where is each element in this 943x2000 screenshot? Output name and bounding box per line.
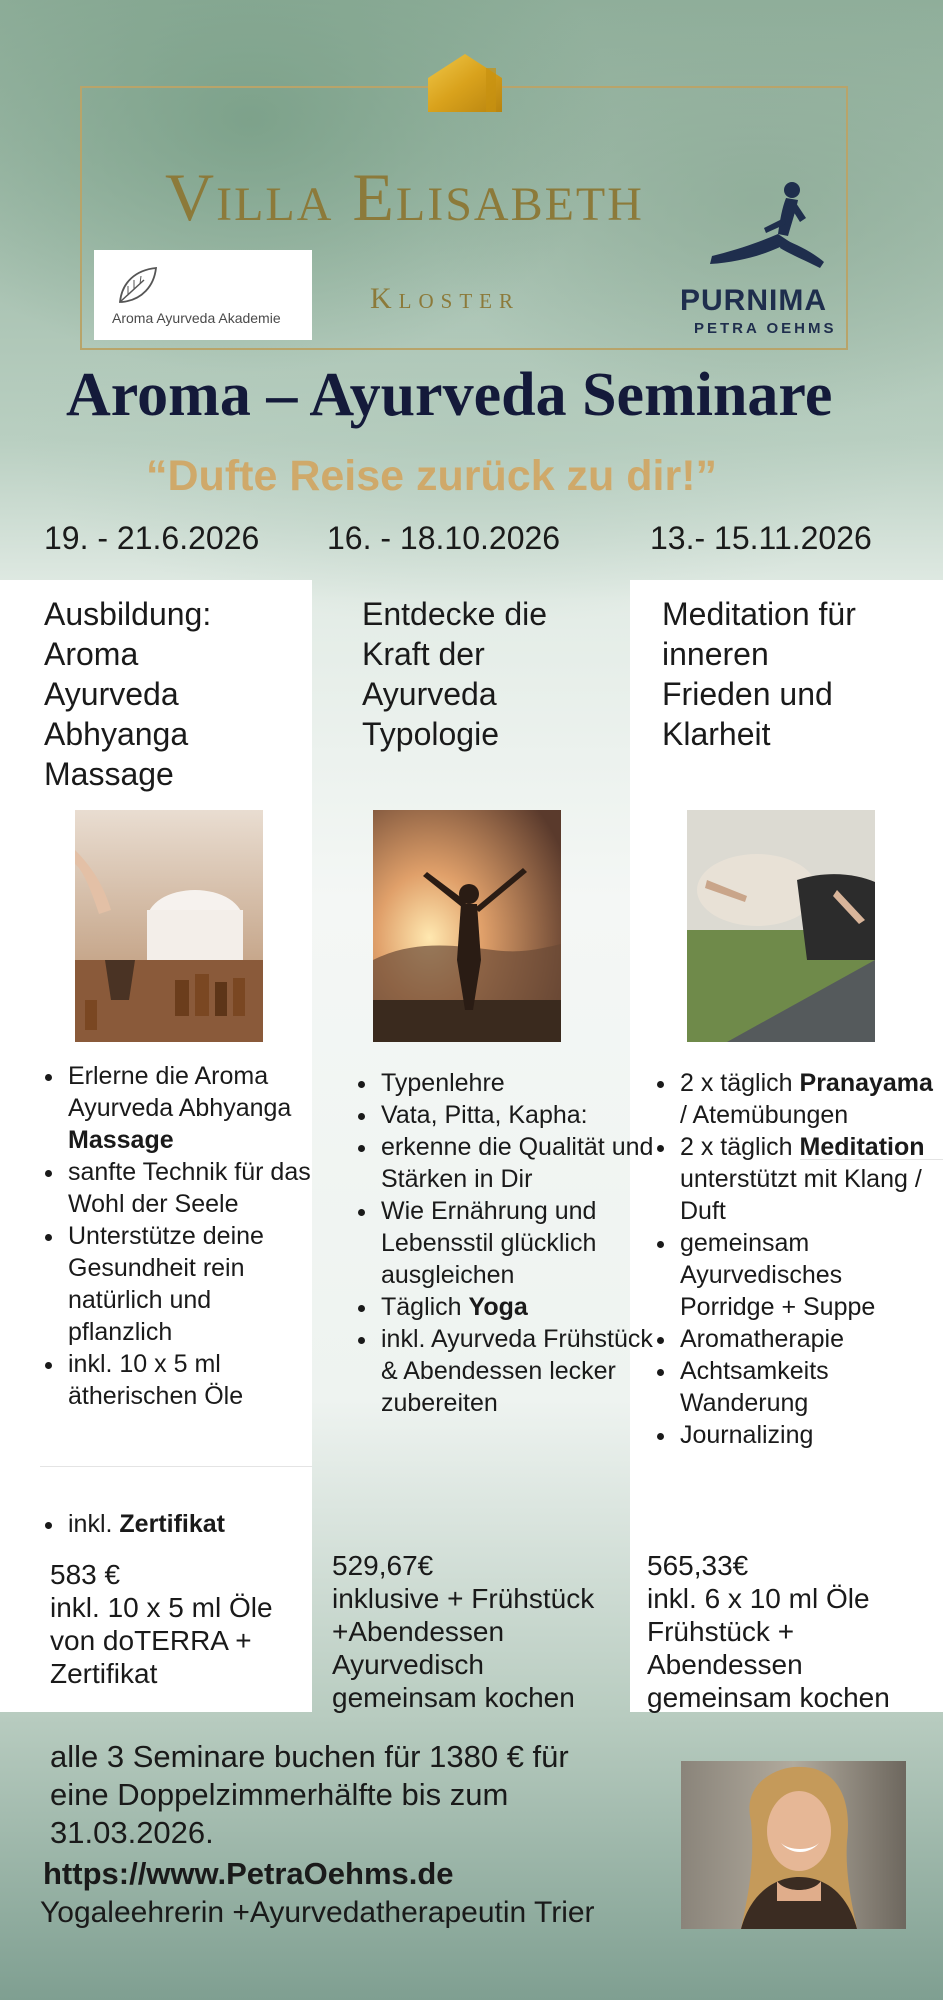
list-item: • inkl. 10 x 5 ml ätherischen Öle	[66, 1348, 321, 1412]
brand-subtitle: Kloster	[370, 282, 520, 315]
meditation-photo	[687, 810, 875, 1042]
brand-name: Villa Elisabeth	[165, 159, 644, 235]
seminar-2-features	[353, 1067, 654, 1419]
sunset-silhouette-photo	[373, 810, 561, 1042]
list-item: • sanfte Technik für das Wohl der Seele	[66, 1156, 321, 1220]
seminar-3-features	[652, 1067, 938, 1451]
page-title: Aroma – Ayurveda Seminare	[66, 361, 833, 429]
list-item: • Unterstütze deine Gesundheit rein natürlich und pflanzlich	[66, 1220, 321, 1348]
seminar-1-extra-feature	[40, 1508, 321, 1540]
list-item: • Typenlehre	[379, 1067, 654, 1099]
date-seminar-3: 13.- 15.11.2026	[650, 520, 872, 556]
bundle-offer: alle 3 Seminare buchen für 1380 € für eine Doppelzimmerhälfte bis zum 31.03.2026.	[50, 1739, 569, 1850]
leaf-icon	[114, 264, 160, 306]
list-item: • erkenne die Qualität und Stärken in Dir	[379, 1131, 654, 1195]
list-item: • Vata, Pitta, Kapha:	[379, 1099, 654, 1131]
purnima-subtitle: PETRA OEHMS	[694, 320, 837, 337]
profession-text: Yogaleehrerin +Ayurvedatherapeutin Trier	[40, 1896, 595, 1929]
column-1-divider	[40, 1466, 312, 1467]
date-seminar-1: 19. - 21.6.2026	[44, 520, 260, 556]
seminar-1-features	[40, 1060, 321, 1412]
list-item: • Erlerne die Aroma Ayurveda Abhyanga Massage	[66, 1060, 321, 1156]
list-item: • inkl. Ayurveda Frühstück & Abendessen lecker zubereiten	[379, 1323, 654, 1419]
seminar-3-price: 565,33€ inkl. 6 x 10 ml Öle Frühstück + Abendessen gemeinsam kochen	[647, 1550, 890, 1713]
house-logo-icon	[424, 52, 506, 114]
seminar-2-price: 529,67€ inklusive + Frühstück +Abendessen Ayurvedisch gemeinsam kochen	[332, 1550, 595, 1713]
date-seminar-2: 16. - 18.10.2026	[327, 520, 561, 556]
list-item: • inkl. Zertifikat	[66, 1508, 321, 1540]
list-item: • 2 x täglich Pranayama / Atemübungen	[678, 1067, 938, 1131]
aroma-oils-photo	[75, 810, 263, 1042]
list-item: • gemeinsam Ayurvedisches Porridge + Suppe	[678, 1227, 938, 1323]
seminar-1-title: Ausbildung: Aroma Ayurveda Abhyanga Massage	[44, 596, 212, 792]
purnima-name: PURNIMA	[680, 284, 827, 317]
list-item: • Aromatherapie	[678, 1323, 938, 1355]
website-link[interactable]: https://www.PetraOehms.de	[43, 1856, 454, 1891]
seminar-3-title: Meditation für inneren Frieden und Klarheit	[662, 596, 856, 752]
portrait-photo	[681, 1761, 906, 1929]
akademie-label: Aroma Ayurveda Akademie	[112, 310, 281, 326]
yoga-figure-icon	[694, 178, 834, 274]
slogan: “Dufte Reise zurück zu dir!”	[146, 452, 718, 500]
list-item: • Täglich Yoga	[379, 1291, 654, 1323]
seminar-1-price: 583 € inkl. 10 x 5 ml Öle von doTERRA + Zertifikat	[50, 1559, 273, 1689]
list-item: • Journalizing	[678, 1419, 938, 1451]
akademie-logo	[94, 250, 312, 340]
list-item: • Achtsamkeits Wanderung	[678, 1355, 938, 1419]
seminar-2-title: Entdecke die Kraft der Ayurveda Typologie	[362, 596, 548, 752]
list-item: • Wie Ernährung und Lebensstil glücklich ausgleichen	[379, 1195, 654, 1291]
list-item: • 2 x täglich Meditation unterstützt mit Klang / Duft	[678, 1131, 938, 1227]
